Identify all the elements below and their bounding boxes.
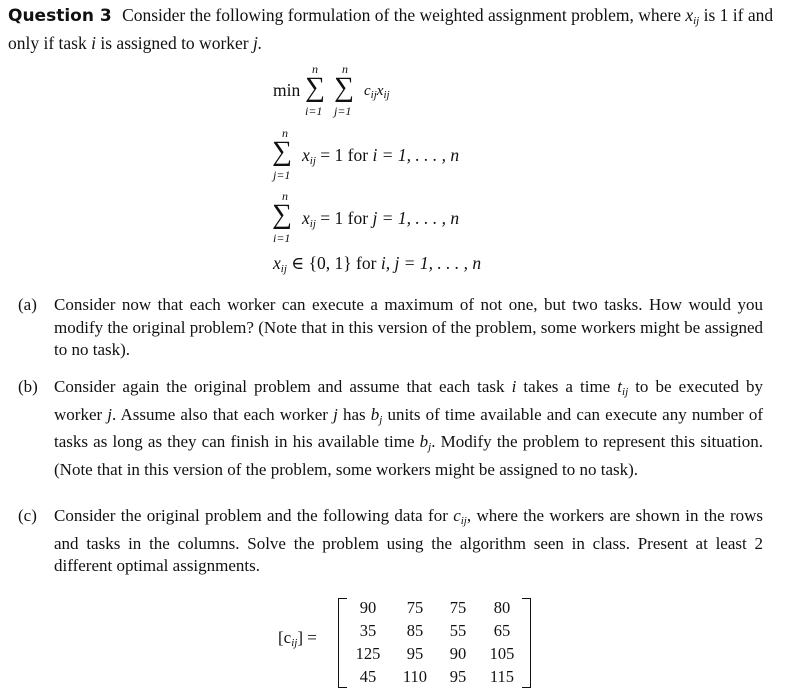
- matrix-cell: 35: [359, 621, 377, 640]
- objective-min: min: [273, 80, 301, 100]
- part-c-text: Consider the original problem and the following data for $c_{ij}$, where the workers are shown in the rows and tasks in the columns. Solve the problem using the algorithm seen in class. Present at least 2 different optimal assignments.: [54, 506, 763, 575]
- matrix-cell: 115: [489, 667, 515, 686]
- constraint-1-upper: n: [282, 126, 288, 140]
- question-header: [8, 4, 778, 54]
- part-c-tag: (c): [18, 506, 37, 525]
- part-c: [18, 505, 763, 578]
- matrix-cell: 75: [406, 598, 424, 617]
- constraint-2-upper: n: [282, 189, 288, 203]
- part-a-text: Consider now that each worker can execute a maximum of not one, but two tasks. How would you modify the original problem? (Note that in this version of the problem, some workers might be assigned to no task).: [54, 295, 763, 359]
- objective-upper-2: n: [342, 62, 348, 76]
- intro-text-a: Consider the following formulation of the weighted assignment problem, where: [122, 5, 681, 25]
- objective-lower-2: j=1: [334, 104, 352, 118]
- matrix-cell: 80: [493, 598, 511, 617]
- matrix-cell: 110: [402, 667, 428, 686]
- part-a: [18, 294, 763, 362]
- part-a-tag: (a): [18, 295, 37, 314]
- objective-upper-1: n: [312, 62, 318, 76]
- matrix-cell: 85: [406, 621, 424, 640]
- intro-j: j.: [253, 33, 263, 53]
- matrix-cell: 65: [493, 621, 511, 640]
- matrix-cell: 95: [406, 644, 424, 663]
- part-b: [18, 376, 763, 481]
- intro-i: i: [91, 33, 96, 53]
- part-b-text: Consider again the original problem and assume that each task i takes a time $t_{ij}$ to be executed by worker j. Assume also that each worker j has $b_j$ units of time available and can execute any number of tasks as long as they can finish in his available time $b_j$. Modify the problem to represent this situation. (Note that in this version of the problem, some workers might be assigned to no task).: [54, 377, 764, 479]
- intro-text-b: is 1 if and only if task: [8, 5, 774, 53]
- part-b-tag: (b): [18, 377, 38, 396]
- matrix-label: $[c_{ij}]$ =: [278, 628, 317, 649]
- constraint-2-lower: i=1: [273, 231, 291, 245]
- intro-var: $x_{ij}$: [685, 5, 700, 27]
- matrix-cell: 75: [449, 598, 467, 617]
- constraint-2-body: $x_{ij} = 1$ for j = 1, . . . , n: [302, 208, 460, 230]
- matrix-cell: 95: [449, 667, 467, 686]
- sum-symbol: ∑: [272, 199, 292, 230]
- objective-lower-1: i=1: [305, 104, 323, 118]
- sum-symbol: ∑: [272, 136, 292, 167]
- question-label: Question 3: [8, 6, 112, 26]
- objective-term: $c_{ij}x_{ij}$: [364, 83, 390, 101]
- sum-symbol: ∑: [334, 72, 354, 103]
- matrix-cell: 90: [449, 644, 467, 663]
- matrix-cell: 45: [359, 667, 377, 686]
- matrix-cell: 90: [359, 598, 377, 617]
- matrix-cell: 55: [449, 621, 467, 640]
- constraint-1-body: $x_{ij} = 1$ for i = 1, . . . , n: [302, 145, 460, 167]
- matrix-cell: 125: [355, 644, 381, 663]
- constraint-1-lower: j=1: [273, 168, 291, 182]
- sum-symbol: ∑: [305, 72, 325, 103]
- domain-constraint: $x_{ij}$ ∈ {0, 1} for i, j = 1, . . . , n: [273, 253, 482, 275]
- matrix-cell: 105: [489, 644, 515, 663]
- intro-text-c: is assigned to worker: [100, 33, 249, 53]
